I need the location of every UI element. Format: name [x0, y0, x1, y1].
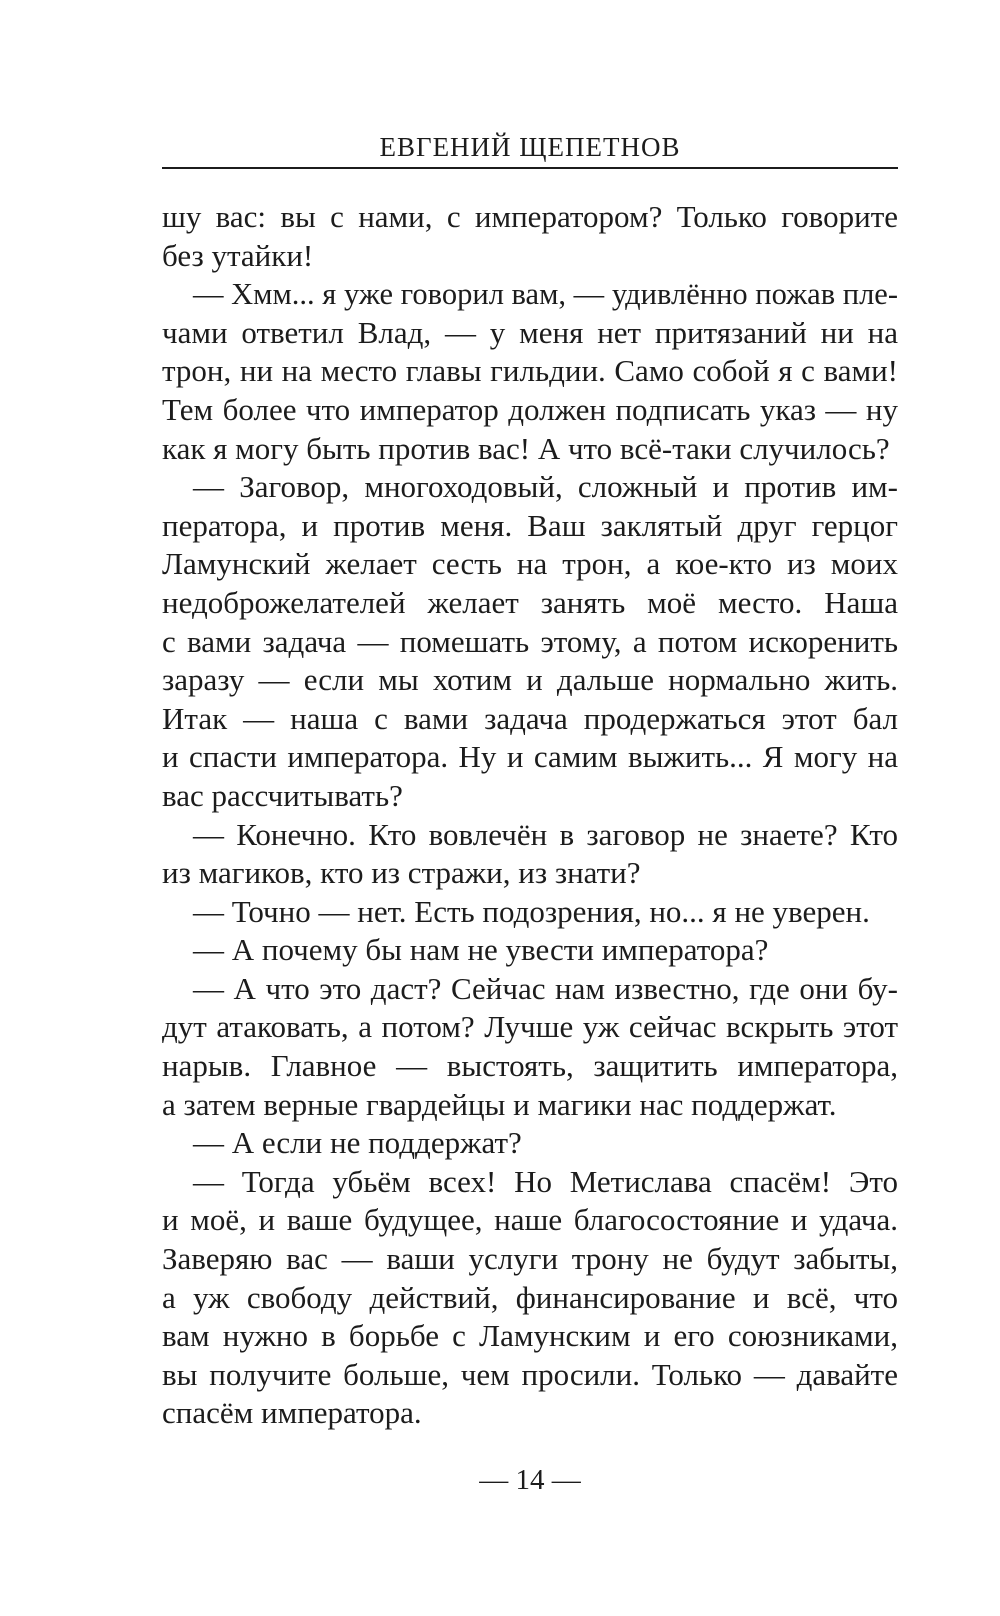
text-line: — А что это даст? Сейчас нам известно, где они бу-	[193, 970, 898, 1006]
text-line: Итак — наша с вами задача продержаться этот бал	[162, 700, 898, 736]
text-line: — Заговор, многоходовый, сложный и против им-	[193, 469, 898, 505]
body-text	[162, 198, 898, 1433]
text-line: вы получите больше, чем просили. Только — давайте	[162, 1356, 898, 1392]
text-line: как я могу быть против вас! А что всё-таки случилось?	[162, 430, 890, 466]
page-number: — 14 —	[479, 1464, 581, 1496]
text-line: недоброжелателей желает занять моё место. Наша	[162, 584, 898, 620]
text-line: — Конечно. Кто вовлечён в заговор не знаете? Кто	[193, 816, 898, 852]
text-line: — Хмм... я уже говорил вам, — удивлённо пожав пле-	[193, 277, 898, 312]
text-line: трон, ни на место главы гильдии. Само собой я с вами!	[162, 353, 898, 389]
text-line: вас рассчитывать?	[162, 777, 403, 813]
text-line: спасём императора.	[162, 1395, 422, 1431]
text-line: дут атаковать, а потом? Лучше уж сейчас вскрыть этот	[162, 1009, 898, 1045]
text-line: а уж свободу действий, финансирование и всё, что	[162, 1279, 898, 1315]
text-line: ператора, и против меня. Ваш заклятый друг герцог	[162, 507, 898, 543]
text-line: и спасти императора. Ну и самим выжить... Я могу на	[162, 739, 898, 775]
text-line: нарыв. Главное — выстоять, защитить императора,	[162, 1048, 898, 1084]
text-line: а затем верные гвардейцы и магики нас поддержат.	[162, 1086, 837, 1122]
text-line: с вами задача — помешать этому, а потом искоренить	[162, 623, 898, 659]
text-line: — А почему бы нам не увести императора?	[193, 932, 769, 968]
header-rule	[162, 167, 898, 169]
text-line: вам нужно в борьбе с Ламунским и его союзниками,	[162, 1318, 898, 1354]
text-line: чами ответил Влад, — у меня нет притязаний ни на	[162, 314, 898, 350]
text-line: и моё, и ваше будущее, наше благосостояние и удача.	[162, 1202, 898, 1238]
text-line: без утайки!	[162, 237, 314, 273]
text-line: из магиков, кто из стражи, из знати?	[162, 855, 641, 891]
text-line: заразу — если мы хотим и дальше нормально жить.	[162, 662, 898, 698]
text-line: Тем более что император должен подписать указ — ну	[162, 391, 898, 427]
running-header: ЕВГЕНИЙ ЩЕПЕТНОВ	[379, 132, 681, 162]
text-line: — Точно — нет. Есть подозрения, но... я не уверен.	[193, 893, 870, 929]
text-line: Ламунский желает сесть на трон, а кое-кто из моих	[162, 546, 898, 582]
text-line: шу вас: вы с нами, с императором? Только говорите	[162, 199, 898, 234]
text-line: Заверяю вас — ваши услуги трону не будут забыты,	[162, 1241, 898, 1277]
text-line: — А если не поддержат?	[193, 1125, 522, 1161]
text-line: — Тогда убьём всех! Но Метислава спасём! Это	[193, 1163, 898, 1199]
